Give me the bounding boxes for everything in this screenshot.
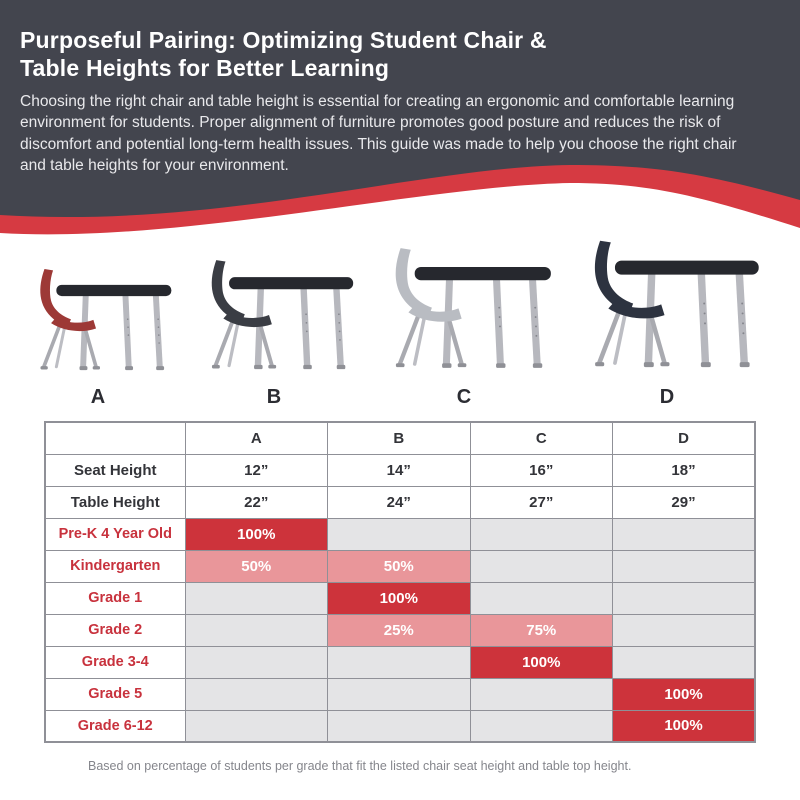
desk-chair-art-b — [192, 253, 356, 382]
fit-table-section — [44, 421, 756, 773]
desk-chair-art-c — [374, 236, 554, 382]
row-label: Seat Height — [45, 454, 185, 486]
column-header-d: D — [613, 422, 756, 454]
table-cell — [185, 614, 328, 646]
column-header-b: B — [328, 422, 471, 454]
desk-top — [415, 267, 551, 280]
desk-chair-graphic — [22, 266, 174, 382]
illustration-label-a: A — [90, 386, 106, 408]
table-cell: 14” — [328, 454, 471, 486]
table-cell: 18” — [613, 454, 756, 486]
table-cell — [328, 518, 471, 550]
desk-chair-graphic — [374, 236, 554, 382]
illustration-label-b: B — [266, 386, 282, 408]
table-cell — [613, 582, 756, 614]
table-cell — [328, 646, 471, 678]
row-label: Pre-K 4 Year Old — [45, 518, 185, 550]
row-label: Grade 2 — [45, 614, 185, 646]
page-title-line-1: Purposeful Pairing: Optimizing Student Chair & — [20, 27, 547, 53]
fit-table — [44, 421, 756, 743]
table-row — [45, 678, 755, 710]
fit-table-body — [45, 422, 755, 742]
desk-chair-illustration-c — [374, 236, 554, 409]
table-cell: 16” — [470, 454, 613, 486]
table-cell: 100% — [470, 646, 613, 678]
table-row — [45, 582, 755, 614]
chair — [595, 241, 670, 367]
table-cell — [470, 550, 613, 582]
table-cell — [470, 710, 613, 742]
corner-cell — [45, 422, 185, 454]
table-cell — [613, 550, 756, 582]
table-row — [45, 646, 755, 678]
table-cell — [470, 678, 613, 710]
table-cell: 50% — [328, 550, 471, 582]
table-row — [45, 486, 755, 518]
table-cell: 75% — [470, 614, 613, 646]
hero-header — [0, 0, 800, 245]
table-cell: 100% — [328, 582, 471, 614]
table-cell: 12” — [185, 454, 328, 486]
footnote: Based on percentage of students per grade that fit the listed chair seat height and table top height. — [88, 759, 632, 773]
chair — [396, 248, 467, 367]
desk-chair-illustration-a — [22, 266, 174, 409]
table-cell — [185, 582, 328, 614]
row-label: Grade 6-12 — [45, 710, 185, 742]
desk-chair-illustration-d — [572, 226, 762, 409]
table-cell: 100% — [185, 518, 328, 550]
table-row — [45, 518, 755, 550]
table-row — [45, 550, 755, 582]
table-cell: 25% — [328, 614, 471, 646]
row-label: Kindergarten — [45, 550, 185, 582]
illustration-label-c: C — [456, 386, 472, 408]
table-row — [45, 710, 755, 742]
desk-top — [615, 261, 759, 275]
desk-chair-graphic — [192, 253, 356, 382]
desk-top — [229, 277, 353, 289]
column-header-c: C — [470, 422, 613, 454]
table-cell: 22” — [185, 486, 328, 518]
table-cell — [328, 678, 471, 710]
desk-chair-illustration-b — [192, 253, 356, 409]
desk-chair-graphic — [572, 226, 762, 382]
desk-illustrations-row — [0, 229, 800, 409]
table-cell — [613, 518, 756, 550]
table-cell: 100% — [613, 678, 756, 710]
table-cell — [185, 646, 328, 678]
table-row — [45, 614, 755, 646]
row-label: Table Height — [45, 486, 185, 518]
table-row — [45, 454, 755, 486]
row-label: Grade 1 — [45, 582, 185, 614]
table-header-row — [45, 422, 755, 454]
table-cell — [470, 582, 613, 614]
column-header-a: A — [185, 422, 328, 454]
table-cell: 50% — [185, 550, 328, 582]
table-cell — [470, 518, 613, 550]
chair — [40, 269, 100, 369]
desk-chair-art-d — [572, 226, 762, 382]
table-cell — [613, 614, 756, 646]
chair — [212, 260, 276, 368]
table-cell: 24” — [328, 486, 471, 518]
table-cell — [328, 710, 471, 742]
table-cell — [185, 678, 328, 710]
table-cell: 29” — [613, 486, 756, 518]
desk-chair-art-a — [22, 266, 174, 382]
page-title — [20, 26, 776, 82]
row-label: Grade 5 — [45, 678, 185, 710]
row-label: Grade 3-4 — [45, 646, 185, 678]
table-cell: 100% — [613, 710, 756, 742]
table-cell: 27” — [470, 486, 613, 518]
table-cell — [185, 710, 328, 742]
desk-top — [56, 285, 171, 296]
intro-paragraph: Choosing the right chair and table height is essential for creating an ergonomic and comfortable learning environment for students. Proper alignment of furniture promotes good posture and reduces the risk of discomfort and potential long-term health issues. This guide was made to help you choose the right chair and table heights for your environment. — [20, 93, 737, 175]
table-cell — [613, 646, 756, 678]
page-title-line-2: Table Heights for Better Learning — [20, 55, 390, 82]
illustration-label-d: D — [659, 386, 675, 408]
